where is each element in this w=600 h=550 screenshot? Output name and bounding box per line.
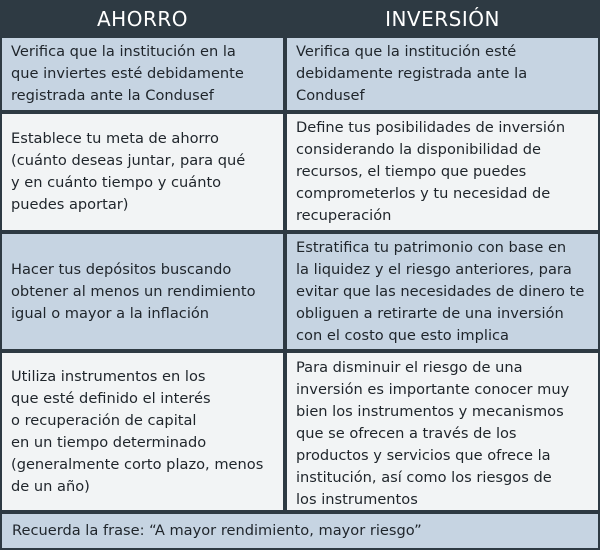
row-4-ahorro-cell	[2, 353, 283, 510]
row-2-inversion-text: Define tus posibilidades de inversión considerando la disponibilidad de recursos, el tiempo que puedes comprometerlos y tu necesidad de recuperación	[296, 119, 566, 224]
header-inversion: INVERSIÓN	[385, 7, 500, 31]
row-2-ahorro-text: Establece tu meta de ahorro (cuánto deseas juntar, para qué y en cuánto tiempo y cuánto puedes aportar)	[11, 130, 246, 213]
row-1-ahorro-cell	[2, 38, 283, 110]
table-header	[0, 0, 600, 38]
row-1-ahorro-text: Verifica que la institución en la que inviertes esté debidamente registrada ante la Condusef	[11, 43, 244, 104]
header-ahorro: AHORRO	[97, 7, 188, 31]
row-1-inversion-cell	[287, 38, 598, 110]
row-2-inversion-cell	[287, 114, 598, 230]
row-3-ahorro-cell	[2, 234, 283, 349]
row-1-inversion-text: Verifica que la institución esté debidamente registrada ante la Condusef	[296, 43, 528, 104]
footer-quote: Recuerda la frase: “A mayor rendimiento, mayor riesgo”	[2, 514, 598, 548]
row-3-inversion-cell	[287, 234, 598, 349]
row-2-ahorro-cell	[2, 114, 283, 230]
row-3-ahorro-text: Hacer tus depósitos buscando obtener al menos un rendimiento igual o mayor a la inflación	[11, 260, 256, 322]
row-4-inversion-cell	[287, 353, 598, 510]
row-3-inversion-text: Estratifica tu patrimonio con base en la liquidez y el riesgo anteriores, para evitar que las necesidades de dinero te obliguen a retirarte de una inversión con el costo que esto implica	[296, 238, 585, 344]
row-4-inversion-text: Para disminuir el riesgo de una inversión es importante conocer muy bien los instrumentos y mecanismos que se ofrecen a través de los productos y servicios que ofrece la institución, así como los riesgos de los instrumentos	[296, 359, 570, 508]
row-4-ahorro-text: Utiliza instrumentos en los que esté definido el interés o recuperación de capital en un tiempo determinado (generalmente corto plazo, menos de un año)	[11, 367, 264, 495]
